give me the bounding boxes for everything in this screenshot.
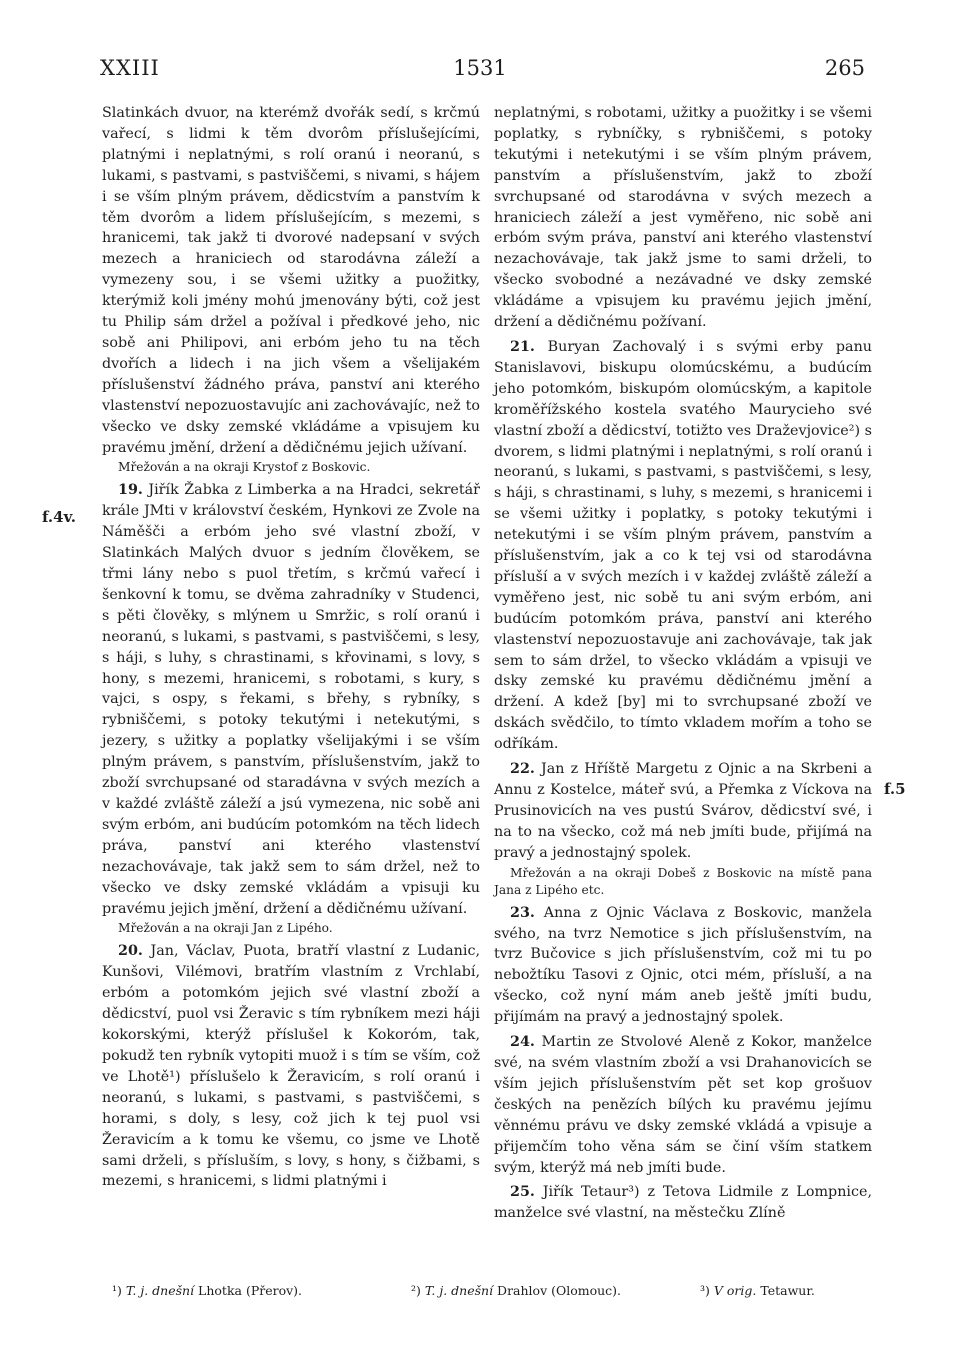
folio-marker-left: f.4v. — [42, 508, 77, 526]
record-paragraph — [494, 1182, 872, 1224]
record-text: Jan z Hříště Margetu z Ojnic a na Skrbeni a Annu z Kostelce, máteř svú, a Přemka z Víckova na Prusinovicích na ves pustú Svárov, dědicství své, i na to na všecko, což má neb jmíti bude, přijímá na pravý a jednostajný spolek. — [494, 761, 872, 861]
registry-note — [102, 920, 480, 937]
footnote-label: T. j. dnešní — [424, 1283, 494, 1298]
left-text-column — [102, 103, 480, 1192]
record-number: 21. — [510, 338, 535, 355]
record-number: 19. — [118, 482, 143, 499]
record-text: Jiřík Žabka z Limberka a na Hradci, sekretář krále JMti v království českém, Hynkovi ze Zvole na Náměšči a erbóm jeho své vlastní zboží, v Slatinkách Malých dvuor s jedním člověkem, se třmi lány nebo s puol třetím, s krčmú vařecí i šenkovní k tomu, se dvěma zahradníky v Studenci, s pěti člověky, s mlýnem u Smržic, s rolí oranú i neoranú, s lukami, s pastvami, s pastviščemi, s lesy, s háji, s luhy, s chrastinami, s křovinami, s lovy, s hony, s mezemi, hranicemi, s robotami, s kury, s vajci, s ospy, s řekami, s břehy, s rybníky, s rybniščemi, s potoky tekutými i netekutými, s jezery, s užitky a poplatky všelijakými i se vším plným právem, s panstvím, příslušenstvím, jakž to zboží svrchupsané od staradávna v svých mezích a v každé zvláště záleží a jsú vymezena, nic sobě ani svým erbóm, ani budúcím potomkóm na těch lidech práva, panství ani kterého vlastenství nezachovávaje, tak jakž sem to sám držel, než to všecko ve dsky zemské vkládám a vpisuji ku pravému jejich jmění, držení a dědičnému užívaní. — [102, 482, 480, 917]
folio-marker-right: f.5 — [884, 780, 906, 798]
registry-note — [494, 865, 872, 899]
footnote-mark: ¹) — [112, 1283, 122, 1298]
record-text: Anna z Ojnic Václava z Boskovic, manžela svého, na tvrz Nemotice s jich příslušenstvím, na tvrz Bučovice s jich příslušenstvím, což mi tu po nebožtíku Tasovi z Ojnic, otci mém, přísluší, a na všecko, což nyní mám aneb ještě jmíti budu, přijímám na pravý a jednostajný spolek. — [494, 904, 872, 1026]
record-text: Martin ze Stvolové Aleně z Kokor, manželce své, na svém vlastním zboží a vsi Drahanovicích se vším jejich příslušenstvím pět set kop grošuov českých na penězích bílých ku pravému jejímu věnnému právu ve dsky zemské vkládá a vpisuje a přijemčím toho věna sám se činí vším statkem svým, kterýž má neb jmíti bude. — [494, 1034, 872, 1176]
record-number: 22. — [510, 761, 535, 778]
record-text: Jan, Václav, Puota, bratří vlastní z Ludanic, Kunšovi, Vilémovi, bratřím vlastním z Vrchlabí, erbóm a potomkóm jejich své vlastní zboží a dědicství, puol vsi Žeravic s tím rybníkem mezi háji kokorskými, kterýž příslušel k Kokoróm, tak, pokudž ten rybník vytopiti muož i s tím se vším, což ve Lhotě¹) příslušelo k Žeravicím, s rolí oranú i neoranú, s lukami, s pastvami, s pastviščemi, s horami, s doly, s lesy, což jich k tej puol vsi Žeravicím a k tomu ke všemu, co jsme ve Lhotě sami drželi, s přísluším, s lovy, s hony, s čižbami, s mezemi, s hranicemi, s lidmi platnými i — [102, 943, 480, 1190]
record-paragraph — [494, 103, 872, 333]
footnote-label: T. j. dnešní — [125, 1283, 195, 1298]
record-paragraph — [102, 480, 480, 919]
registry-note — [102, 459, 480, 476]
record-paragraph — [494, 903, 872, 1028]
page-number: 265 — [824, 56, 865, 80]
chapter-number: XXIII — [100, 56, 160, 80]
record-number: 24. — [510, 1034, 535, 1051]
record-number: 25. — [510, 1184, 535, 1201]
record-paragraph — [494, 759, 872, 864]
right-text-column — [494, 103, 872, 1224]
record-paragraph — [102, 103, 480, 458]
record-text: Slatinkách dvuor, na kterémž dvořák sedí, s krčmú vařecí, s lidmi k těm dvorôm příslušejícími, platnými i neplatnými, s rolí oranú i neoranú, s lukami, s pastvami, s pastviščemi, s nivami, s hájem i se vším plným právem, dědicstvím a panstvím k těm dvorôm a lidem příslušejícím, s mezemi, s hranicemi, tak jakž ti dvorové nadepsaní v svých mezech a hraniciech od starodávna záleží a vymezeny sou, i se všemi užitky a puožitky, kterýmiž koli jmény mohú jmenovány býti, což jest tu Philip sám držel a požíval i předkové jeho, nic sobě ani Philipovi, ani erbóm jeho tu na těch dvořích a lidech i na jich všem a všelijakém příslušenství žádného práva, panství ani kterého vlastenství nepozuostavujíc ani zachovávajíc, než to všecko ve dsky zemské vkládáme a vpisujem ku pravému jmění, držení a dědičnému jejich užívaní. — [102, 105, 480, 456]
footnote-text: Drahlov (Olomouc). — [497, 1283, 622, 1298]
record-number: 20. — [118, 943, 143, 960]
record-paragraph — [494, 1032, 872, 1178]
footnote-text: Lhotka (Přerov). — [198, 1283, 303, 1298]
record-text: Mřežován a na okraji Krystof z Boskovic. — [118, 460, 371, 475]
record-text: neplatnými, s robotami, užitky a puožitky i se všemi poplatky, s rybníčky, s rybniščemi, s potoky tekutými i netekutými i se vším plným právem, panstvím a příslušenstvím, jakž to zboží svrchupsané od starodávna v svých mezech a hraniciech záleží a jest vyměřeno, nic sobě ani erbóm svým práva, panství ani kterého vlastenství nezachovávaje, tak jakž jsme to sami drželi, to všecko svobodné a nezávadné ve dsky zemské vkládáme a vpisujem ku pravému jejich jmění, držení a dědičnému požívaní. — [494, 105, 872, 331]
footnote-mark: ²) — [411, 1283, 421, 1298]
record-text: Mřežován a na okraji Jan z Lipého. — [118, 921, 333, 936]
record-paragraph — [494, 337, 872, 755]
footnote-2 — [411, 1283, 621, 1298]
footnote-3 — [700, 1283, 815, 1298]
record-text: Mřežován a na okraji Dobeš z Boskovic na místě pana Jana z Lipého etc. — [494, 865, 872, 897]
record-text: Buryan Zachovalý i s svými erby panu Stanislavovi, biskupu olomúcskému, a budúcím jeho potomkóm, biskupóm olomúcským, a kapitole kroměřížského kostela svatého Maurycieho své vlastní zboží a dědicství, totižto ves Draževjovice²) s dvorem, s lidmi platnými i neplatnými, s rolí oranú i neoranú, s lukami, s pastvami, s pastviščemi, s lesy, s háji, s chrastinami, s luhy, s mezemi, s hranicemi i se všemi užitky i poplatky, s potoky tekutými i netekutými i se vším plným právem, panstvím a příslušenstvím, jak a co k tej vsi od starodávna přísluší a v svých mezích i v každej zvláště záleží a vyměřeno jest, nic sobě tu ani svým erbóm, ani budúcím potomkóm práva, panství ani kterého vlastenství nepozuostavuje ani zachovávaje, tak jak sem to sám držel, to všecko vkládám a vpisuji ve dsky zemské ku pravému dědičnému jmění a držení. A kdež [by] mi to svrchupsané zboží ve dskách svědčilo, to tímto vkladem mořím a toho se odříkám. — [494, 338, 872, 753]
year-header: 1531 — [453, 56, 507, 80]
footnote-text: Tetawur. — [760, 1283, 815, 1298]
record-text: Jiřík Tetaur³) z Tetova Lidmile z Lompnice, manželce své vlastní, na městečku Zlíně — [494, 1184, 872, 1222]
footnote-mark: ³) — [700, 1283, 710, 1298]
record-number: 23. — [510, 904, 535, 921]
footnote-1 — [112, 1283, 302, 1298]
footnote-label: V orig. — [713, 1283, 757, 1298]
record-paragraph — [102, 941, 480, 1192]
